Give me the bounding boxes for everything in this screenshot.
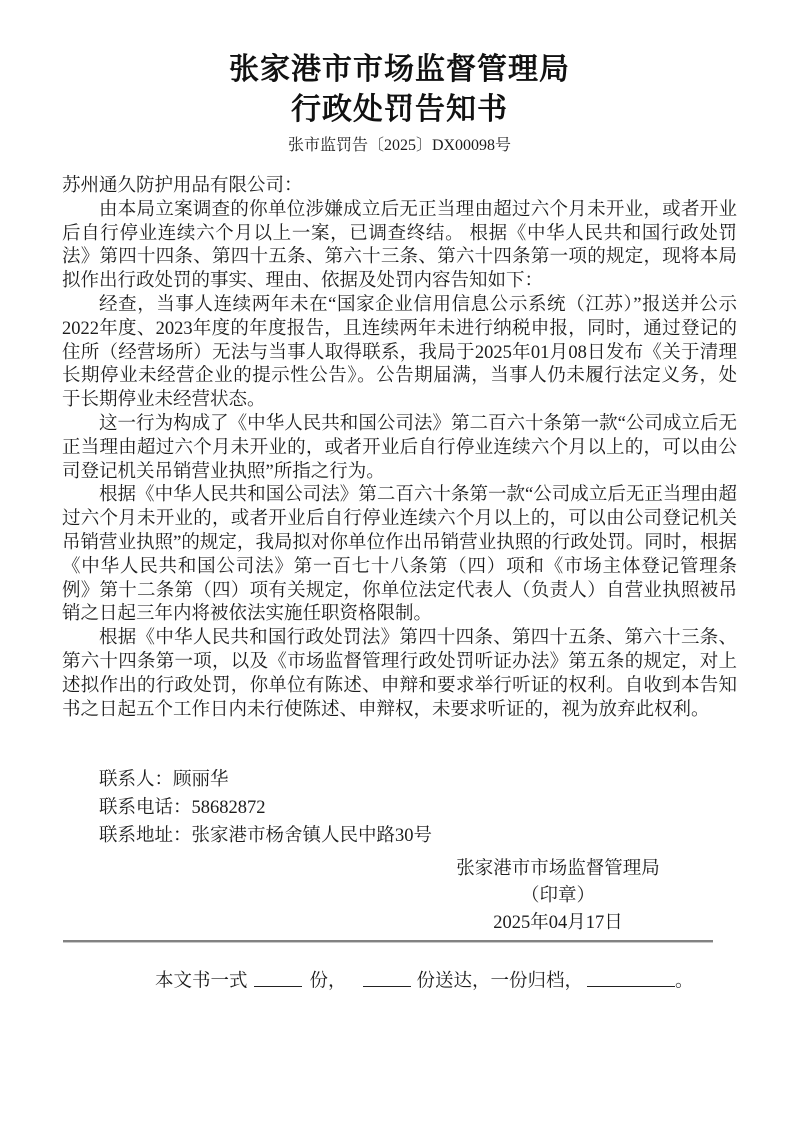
document-body xyxy=(62,175,737,937)
divider-line xyxy=(63,940,713,943)
signature-seal: （印章） xyxy=(520,886,595,907)
footer-copies-suffix: 份， xyxy=(309,971,347,992)
paragraph-findings: 经查，当事人连续两年未在“国家企业信用信息公示系统（江苏）”报送并公示2022年度、2023年度的年度报告，且连续两年未进行纳税申报，同时，通过登记的住所（经营场所）无法与当事人取得联系，我局于2025年01月08日发布《关于清理长期停业未经营企业的提示性公告》。公告期届满，当事人仍未履行法定义务，处于长期停业未经营状态。 xyxy=(62,294,737,411)
document-header xyxy=(62,50,737,157)
paragraph-violation: 这一行为构成了《中华人民共和国公司法》第二百六十条第一款“公司成立后无正当理由超过六个月未开业的，或者开业后自行停业连续六个月以上的，可以由公司登记机关吊销营业执照”所指之行为。 xyxy=(62,413,737,482)
recipient-line: 苏州通久防护用品有限公司： xyxy=(62,176,303,196)
agency-title: 张家港市市场监督管理局 xyxy=(229,52,570,87)
contact-phone-line: 联系电话：58682872 xyxy=(99,798,266,819)
copies-count-blank xyxy=(254,967,302,987)
extra-blank xyxy=(587,967,675,987)
contact-address-line: 联系地址：张家港市杨舍镇人民中路30号 xyxy=(99,826,433,847)
contact-person-line: 联系人：顾丽华 xyxy=(99,770,229,791)
footer-distribution-note xyxy=(62,967,737,994)
signature-date: 2025年04月17日 xyxy=(493,913,623,934)
document-number: 张市监罚告〔2025〕DX00098号 xyxy=(287,137,512,154)
footer-delivery-suffix: 份送达，一份归档， xyxy=(416,971,584,992)
paragraph-rights-notice: 根据《中华人民共和国行政处罚法》第四十四条、第四十五条、第六十三条、第六十四条第一项，以及《市场监督管理行政处罚听证办法》第五条的规定，对上述拟作出的行政处罚，你单位有陈述、申辩和要求举行听证的权利。自收到本告知书之日起五个工作日内未行使陈述、申辩权，未要求听证的，视为放弃此权利。 xyxy=(62,628,737,720)
paragraph-penalty-basis: 根据《中华人民共和国公司法》第二百六十条第一款“公司成立后无正当理由超过六个月未开业的，或者开业后自行停业连续六个月以上的，可以由公司登记机关吊销营业执照”的规定，我局拟对你单位作出吊销营业执照的行政处罚。同时，根据《中华人民共和国公司法》第一百七十八条第（四）项和《市场主体登记管理条例》第十二条第（四）项有关规定，你单位法定代表人（负责人）自营业执照被吊销之日起三年内将被依法实施任职资格限制。 xyxy=(62,485,737,625)
signature-agency: 张家港市市场监督管理局 xyxy=(456,859,660,880)
delivery-count-blank xyxy=(363,967,411,987)
footer-prefix: 本文书一式 xyxy=(155,971,248,992)
paragraph-case-summary: 由本局立案调查的你单位涉嫌成立后无正当理由超过六个月未开业，或者开业后自行停业连续六个月以上一案，已调查终结。 根据《中华人民共和国行政处罚法》第四十四条、第四十五条、第六十三条、第六十四条第一项的规定，现将本局拟作出行政处罚的事实、理由、依据及处罚内容告知如下： xyxy=(62,199,737,292)
footer-period: 。 xyxy=(675,971,694,992)
signature-block xyxy=(438,856,678,937)
document-title: 行政处罚告知书 xyxy=(291,92,508,127)
contact-block xyxy=(62,766,737,850)
